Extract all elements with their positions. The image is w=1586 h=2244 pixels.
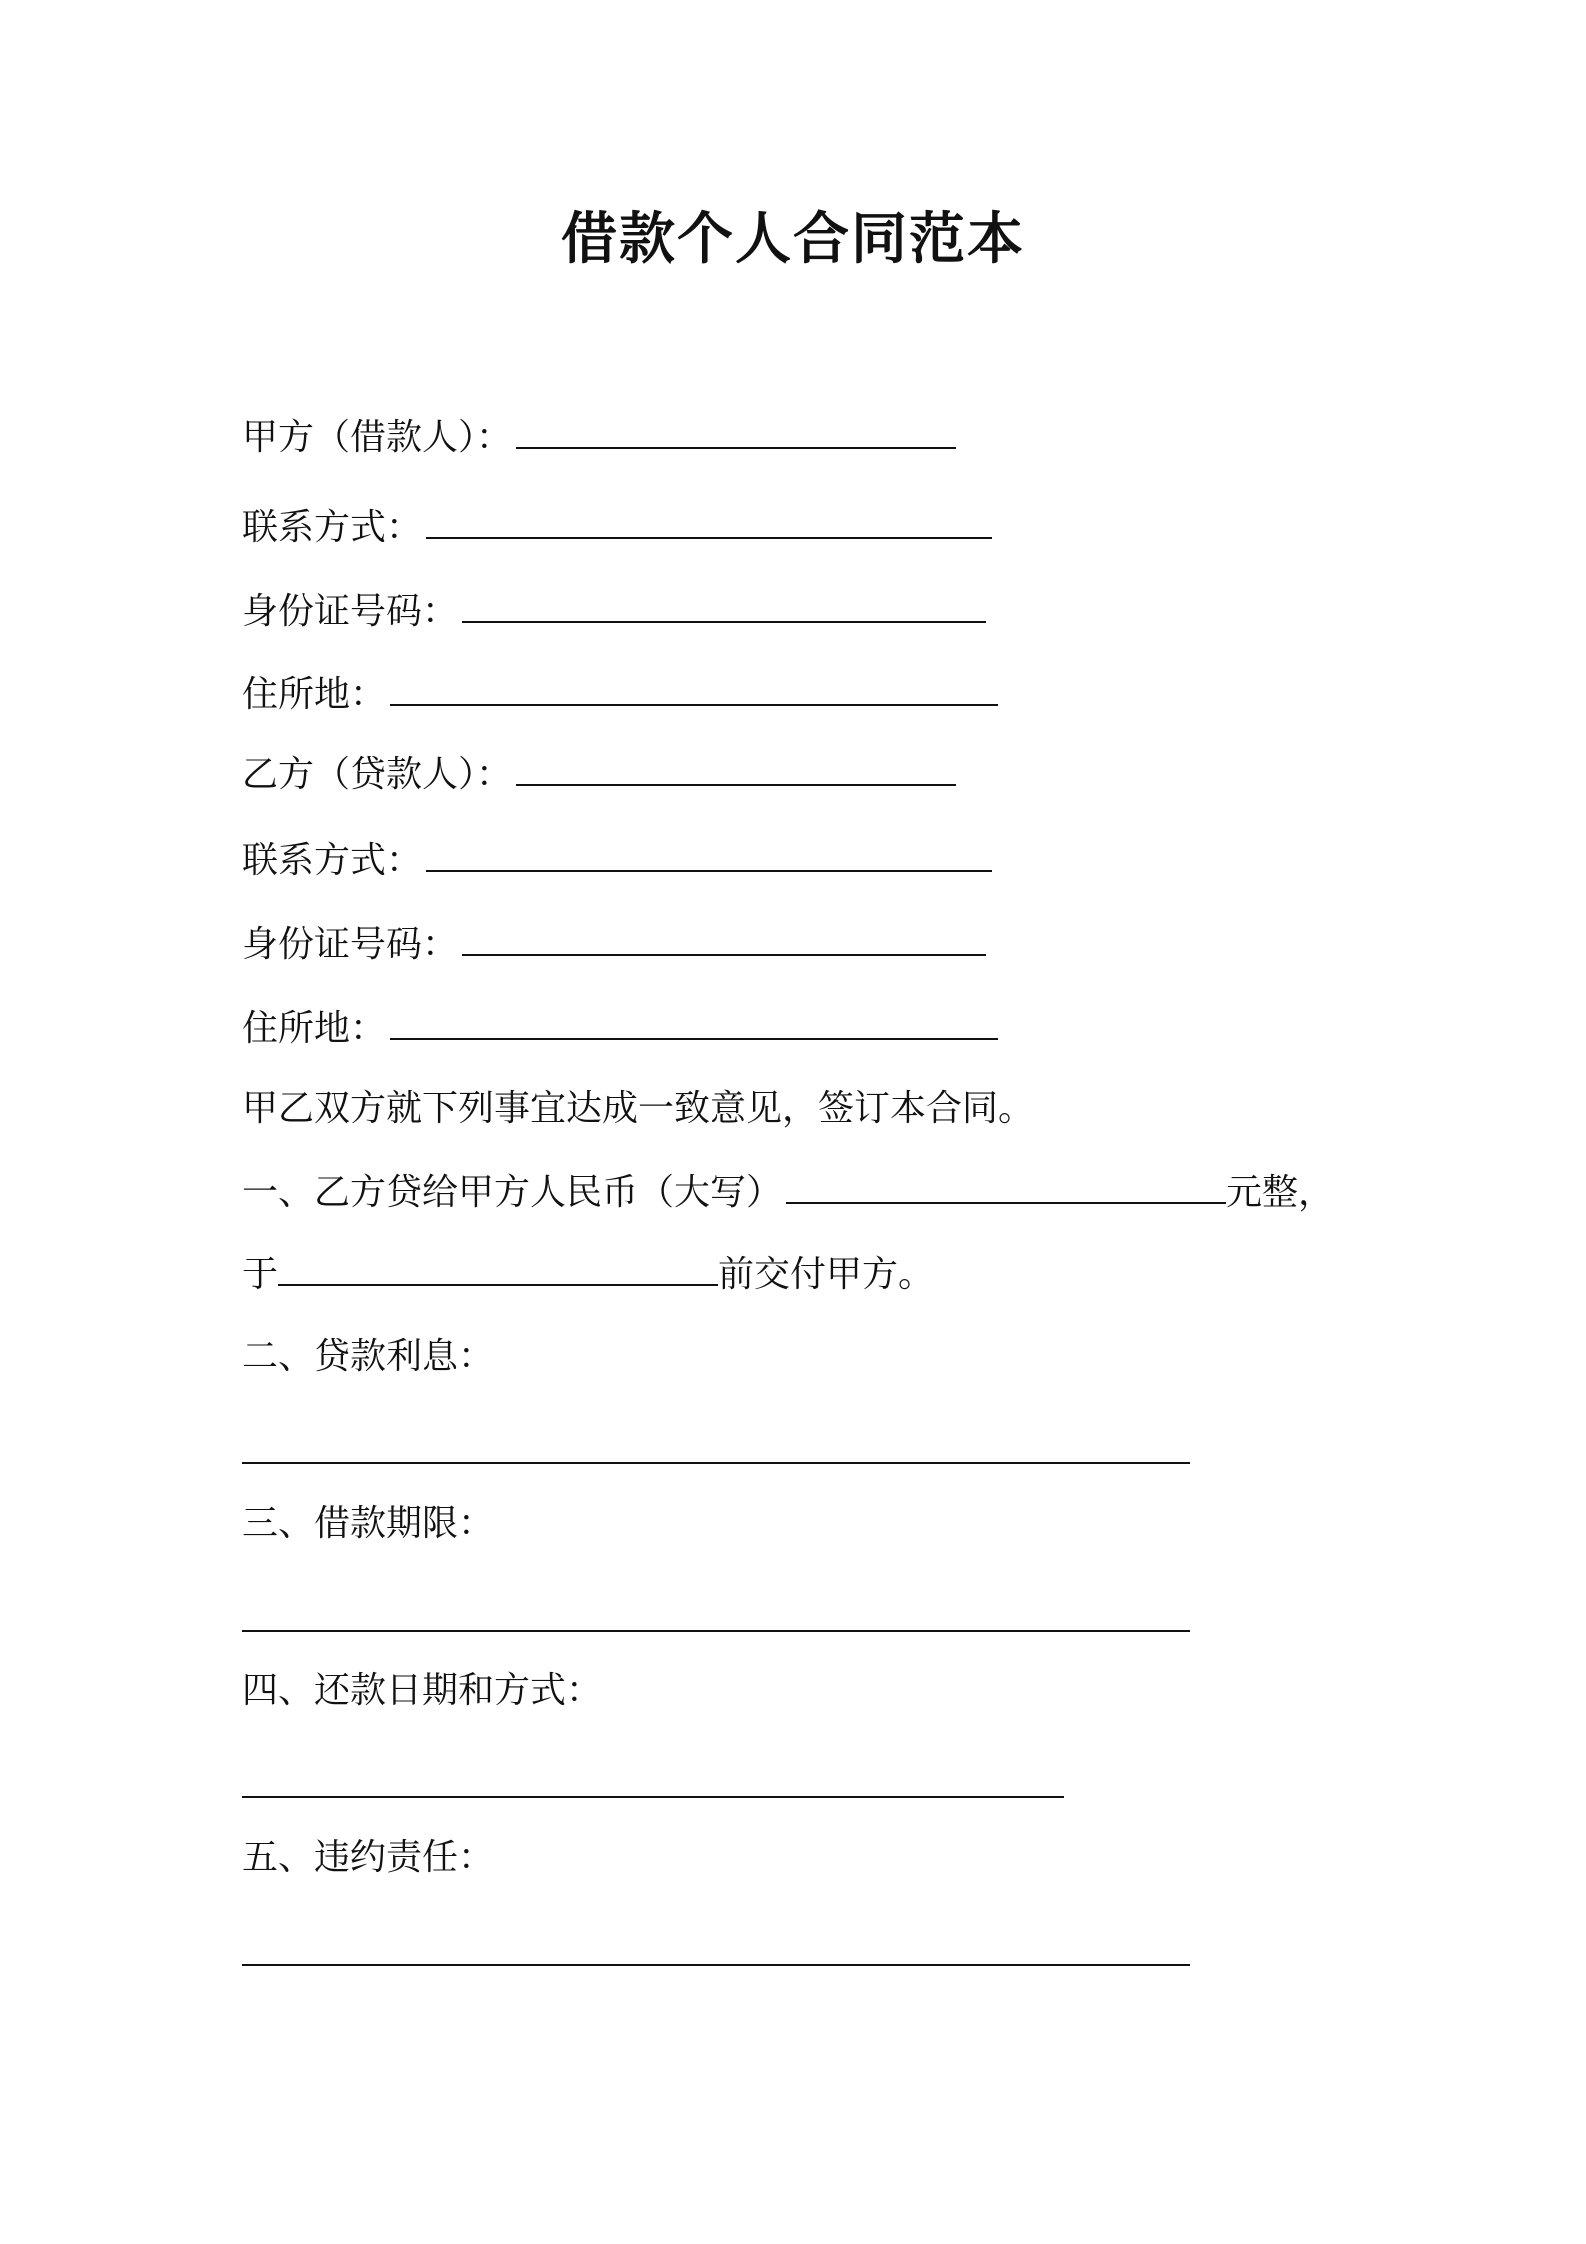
clause-1-prefix: 一、乙方贷给甲方人民币（大写） bbox=[242, 1172, 783, 1213]
party-b-id-label: 身份证号码： bbox=[242, 924, 459, 965]
clause-1-delivery-row bbox=[242, 1250, 934, 1298]
clause-1-line2-suffix: 前交付甲方。 bbox=[718, 1254, 935, 1295]
party-b-address-row bbox=[242, 1004, 998, 1052]
clause-5-answer-line[interactable] bbox=[242, 1964, 1190, 1966]
party-a-id-field[interactable] bbox=[462, 587, 986, 623]
clause-2-heading: 二、贷款利息： bbox=[242, 1336, 495, 1377]
party-a-heading-row bbox=[242, 413, 956, 461]
party-b-heading: 乙方（贷款人）： bbox=[242, 754, 513, 795]
party-b-address-label: 住所地： bbox=[242, 1008, 387, 1049]
clause-1-row bbox=[242, 1168, 1334, 1216]
party-a-id-row bbox=[242, 587, 986, 635]
clause-2-answer-line[interactable] bbox=[242, 1462, 1190, 1464]
party-b-contact-row bbox=[242, 836, 992, 884]
clause-1-line2-prefix: 于 bbox=[242, 1254, 279, 1295]
party-b-contact-field[interactable] bbox=[426, 836, 992, 872]
clause-3-answer-line[interactable] bbox=[242, 1630, 1190, 1632]
clause-4-heading: 四、还款日期和方式： bbox=[242, 1670, 603, 1711]
delivery-date-field[interactable] bbox=[278, 1250, 718, 1286]
party-b-address-field[interactable] bbox=[390, 1004, 998, 1040]
party-a-address-field[interactable] bbox=[390, 670, 998, 706]
party-a-address-row bbox=[242, 670, 998, 718]
party-a-heading: 甲方（借款人）： bbox=[242, 417, 513, 458]
clause-3-heading: 三、借款期限： bbox=[242, 1503, 495, 1544]
party-b-contact-label: 联系方式： bbox=[242, 840, 423, 881]
loan-amount-field[interactable] bbox=[786, 1168, 1226, 1204]
party-a-name-field[interactable] bbox=[516, 413, 956, 449]
party-b-name-field[interactable] bbox=[516, 750, 956, 786]
party-a-id-label: 身份证号码： bbox=[242, 591, 459, 632]
party-a-contact-field[interactable] bbox=[426, 503, 992, 539]
party-a-contact-row bbox=[242, 503, 992, 551]
party-b-heading-row bbox=[242, 750, 956, 798]
party-a-address-label: 住所地： bbox=[242, 674, 387, 715]
clause-1-suffix: 元整， bbox=[1226, 1172, 1335, 1213]
agreement-intro: 甲乙双方就下列事宜达成一致意见，签订本合同。 bbox=[242, 1088, 1035, 1129]
page-title: 借款个人合同范本 bbox=[561, 207, 1025, 272]
party-b-id-row bbox=[242, 920, 986, 968]
party-b-id-field[interactable] bbox=[462, 920, 986, 956]
clause-4-answer-line[interactable] bbox=[242, 1796, 1064, 1798]
party-a-contact-label: 联系方式： bbox=[242, 507, 423, 548]
clause-5-heading: 五、违约责任： bbox=[242, 1837, 495, 1878]
